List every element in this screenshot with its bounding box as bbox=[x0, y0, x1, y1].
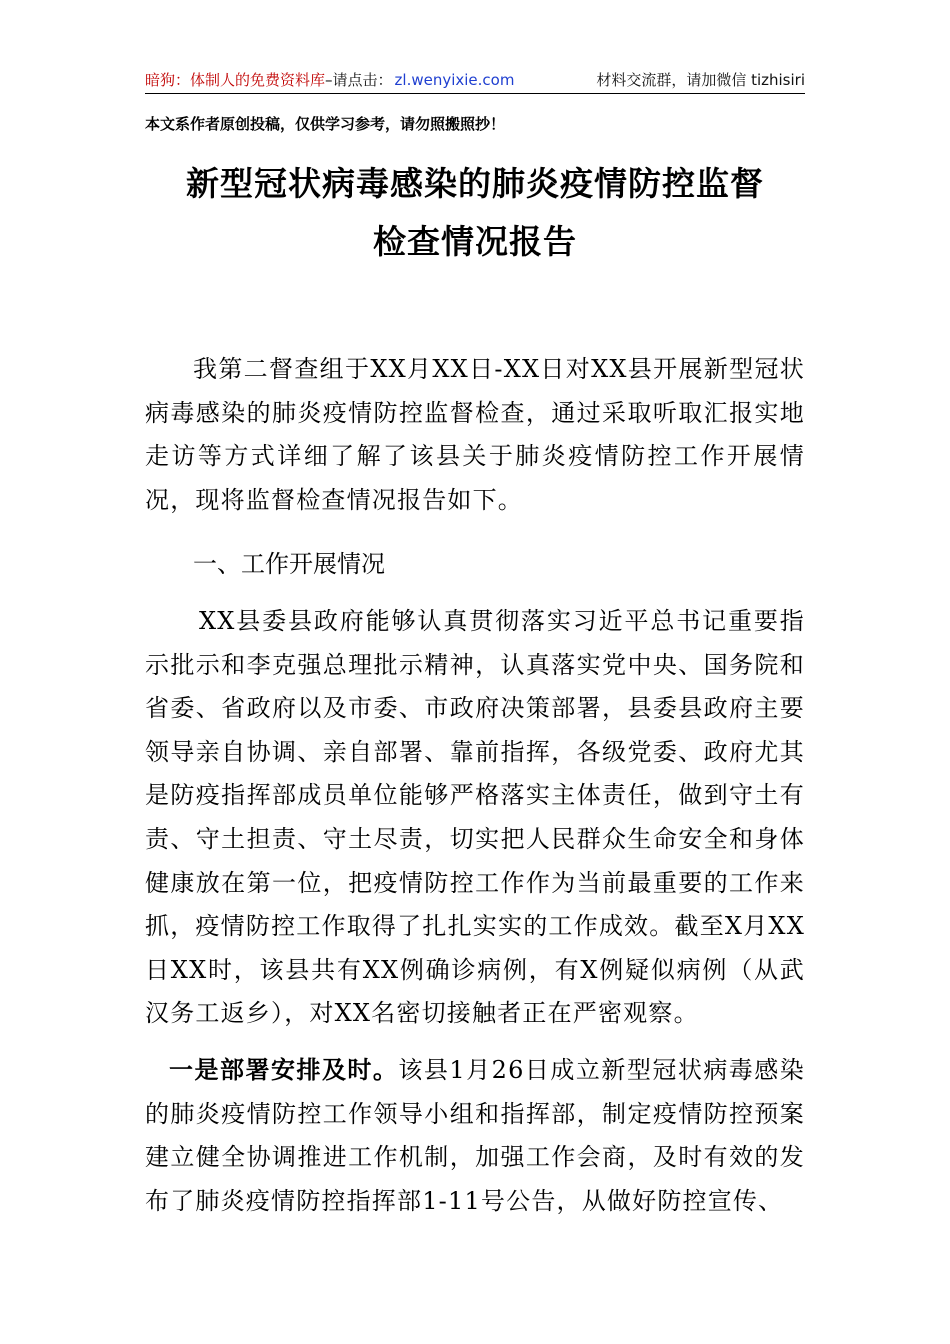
section-heading-1: 一、工作开展情况 bbox=[193, 550, 385, 578]
point-1-lead: 一是部署安排及时。 bbox=[169, 1055, 399, 1084]
point-1-paragraph bbox=[145, 1048, 805, 1223]
header-click-prompt: –请点击： bbox=[325, 71, 393, 89]
point-1-text: 该县1月26日成立新型冠状病毒感染的肺炎疫情防控工作领导小组和指挥部，制定疫情防控预案建立健全协调推进工作机制，加强工作会商，及时有效的发布了肺炎疫情防控指挥部1-11号公告，从做好防控宣传、 bbox=[145, 1056, 805, 1215]
copyright-notice: 本文系作者原创投稿，仅供学习参考，请勿照搬照抄！ bbox=[145, 115, 506, 133]
header-site-name: 暗狗：体制人的免费资料库 bbox=[145, 71, 326, 89]
section-1-paragraph: XX县委县政府能够认真贯彻落实习近平总书记重要指示批示和李克强总理批示精神，认真落实党中央、国务院和省委、省政府以及市委、市政府决策部署，县委县政府主要领导亲自协调、亲自部署、靠前指挥，各级党委、政府尤其是防疫指挥部成员单位能够严格落实主体责任，做到守土有责、守土担责、守土尽责，切实把人民群众生命安全和身体健康放在第一位，把疫情防控工作作为当前最重要的工作来抓，疫情防控工作取得了扎扎实实的工作成效。截至X月XX日XX时，该县共有XX例确诊病例，有X例疑似病例（从武汉务工返乡），对XX名密切接触者正在严密观察。 bbox=[145, 607, 805, 1028]
document-title-line-1: 新型冠状病毒感染的肺炎疫情防控监督 bbox=[186, 164, 764, 203]
header-url-link[interactable]: zl.wenyixie.com bbox=[394, 71, 515, 89]
page-header bbox=[145, 67, 805, 94]
intro-paragraph: 我第二督查组于XX月XX日-XX日对XX县开展新型冠状病毒感染的肺炎疫情防控监督检查，通过采取听取汇报实地走访等方式详细了解了该县关于肺炎疫情防控工作开展情况，现将监督检查情况报告如下。 bbox=[145, 355, 805, 514]
header-wechat-note: 材料交流群，请加微信 tizhisiri bbox=[596, 71, 805, 89]
document-title-line-2: 检查情况报告 bbox=[373, 222, 577, 261]
